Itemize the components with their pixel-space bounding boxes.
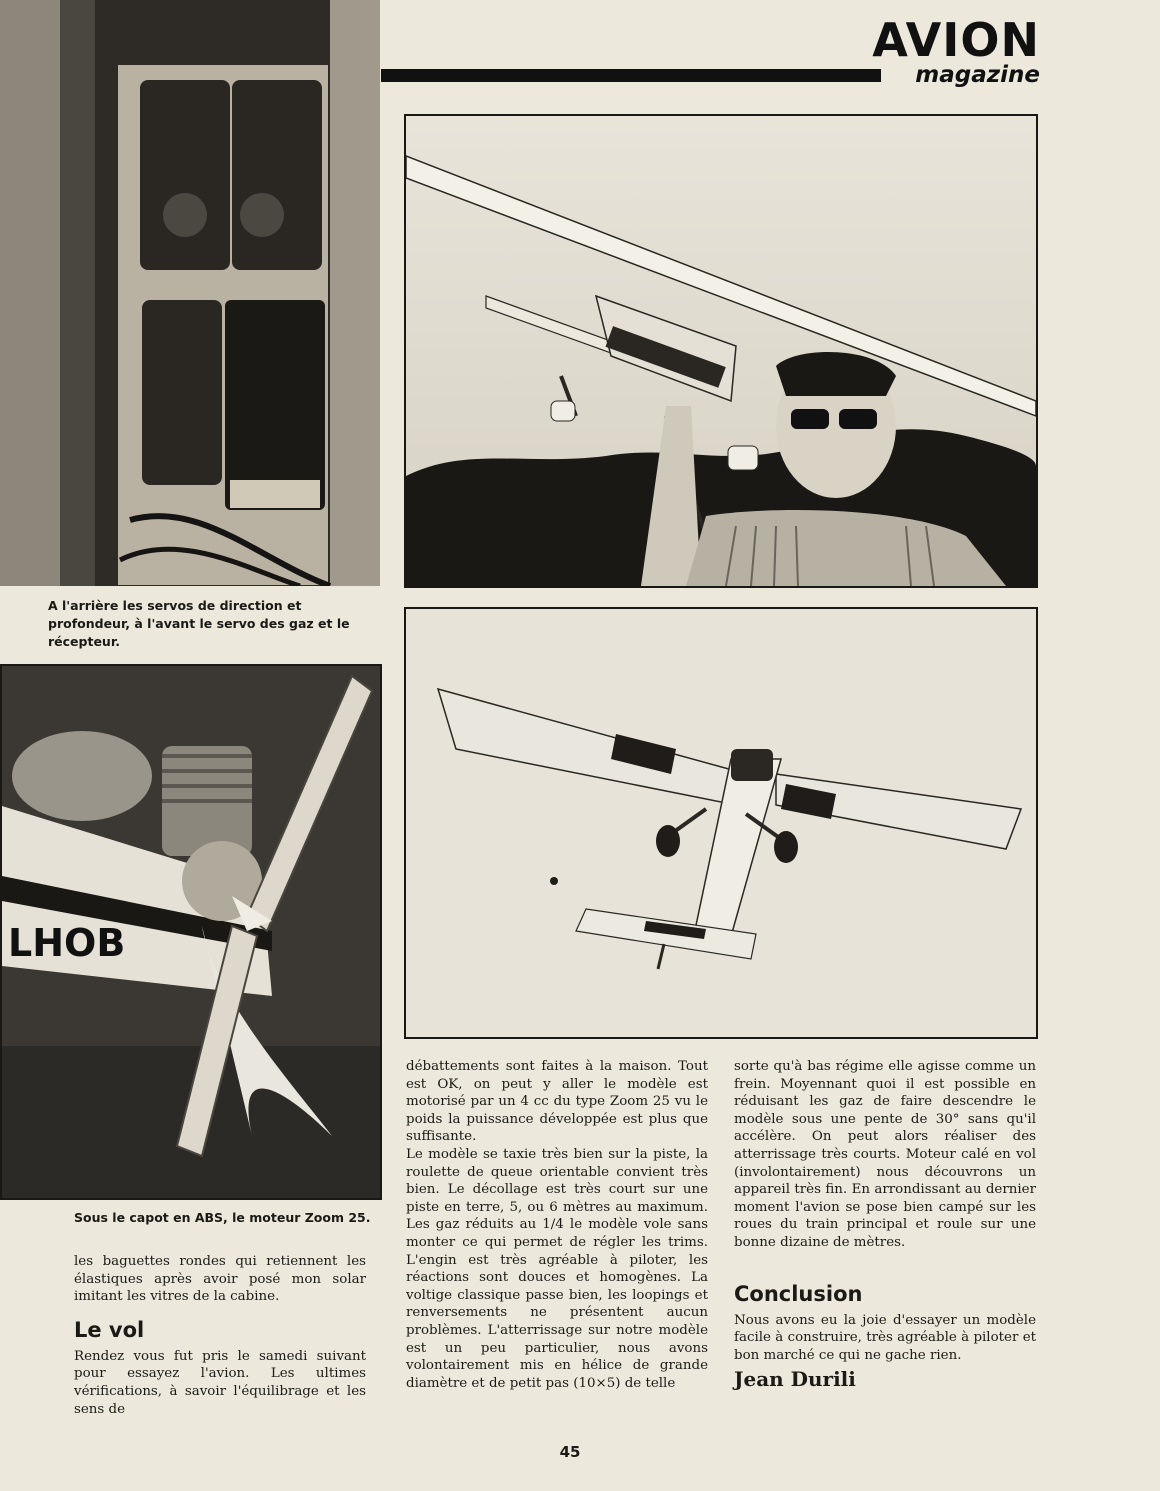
engine-propeller-photo: [0, 664, 382, 1200]
fuselage-lettering: LHOB: [8, 921, 126, 965]
engine-photo-caption: Sous le capot en ABS, le moteur Zoom 25.: [74, 1210, 371, 1225]
section-heading-conclusion: Conclusion: [734, 1281, 863, 1306]
section-heading-le-vol: Le vol: [74, 1317, 145, 1342]
article-column-1: [74, 1253, 366, 1418]
column2-paragraph-2: Le modèle se taxie très bien sur la piste, la roulette de queue orientable convient très bien. Le décollage est très court sur une piste en terre, 5, ou 6 mètres au maximum. Les gaz réduits au 1/4 le modèle vole sans monter ce qui permet de régler les trims. L'engin est très agréable à piloter, les réactions sont douces et homogènes. La voltige classique passe bien, les loopings et renversements ne présentent aucun problèmes. L'atterrissage sur notre modèle est un peu particulier, nous avons volontairement mis en hélice de grande diamètre et de petit pas (10×5) de telle: [406, 1146, 708, 1391]
plane-in-flight-photo: [404, 607, 1038, 1039]
column3-paragraph-1: sorte qu'à bas régime elle agisse comme un frein. Moyennant quoi il est possible en réduisant les gaz de faire descendre le modèle sous une pente de 30° sans qu'il accélère. On peut alors réaliser des atterrissage très courts. Moteur calé en vol (involontairement) nous découvrons un appareil très fin. En arrondissant au dernier moment l'avion se pose bien campé sur les roues du train principal et roule sur une bonne dizaine de mètres.: [734, 1059, 1036, 1250]
magazine-logo-title: AVION: [872, 13, 1040, 67]
column1-body-paragraph: Rendez vous fut pris le samedi suivant pour essayez l'avion. Les ultimes vérifications, à savoir l'équilibrage et les sens de: [74, 1348, 366, 1417]
article-column-3: [734, 1058, 1036, 1392]
servos-receiver-photo: [0, 0, 380, 586]
hand-launch-photo: [404, 114, 1038, 588]
header-rule: [381, 69, 881, 82]
page-number: 45: [559, 1443, 581, 1461]
column3-paragraph-2: Nous avons eu la joie d'essayer un modèle facile à construire, très agréable à piloter et bon marché ce qui ne gache rien.: [734, 1312, 1036, 1363]
magazine-logo-subtitle: magazine: [915, 62, 1040, 88]
article-column-2: [406, 1058, 708, 1392]
column1-intro-paragraph: les baguettes rondes qui retiennent les élastiques après avoir posé mon solar imitant les vitres de la cabine.: [74, 1254, 366, 1305]
servos-photo-caption: A l'arrière les servos de direction et profondeur, à l'avant le servo des gaz et le récepteur.: [48, 598, 350, 649]
article-author: Jean Durili: [734, 1367, 856, 1392]
column2-paragraph-1: débattements sont faites à la maison. Tout est OK, on peut y aller le modèle est motorisé par un 4 cc du type Zoom 25 vu le poids la puissance développée est plus que suffisante.: [406, 1059, 708, 1145]
